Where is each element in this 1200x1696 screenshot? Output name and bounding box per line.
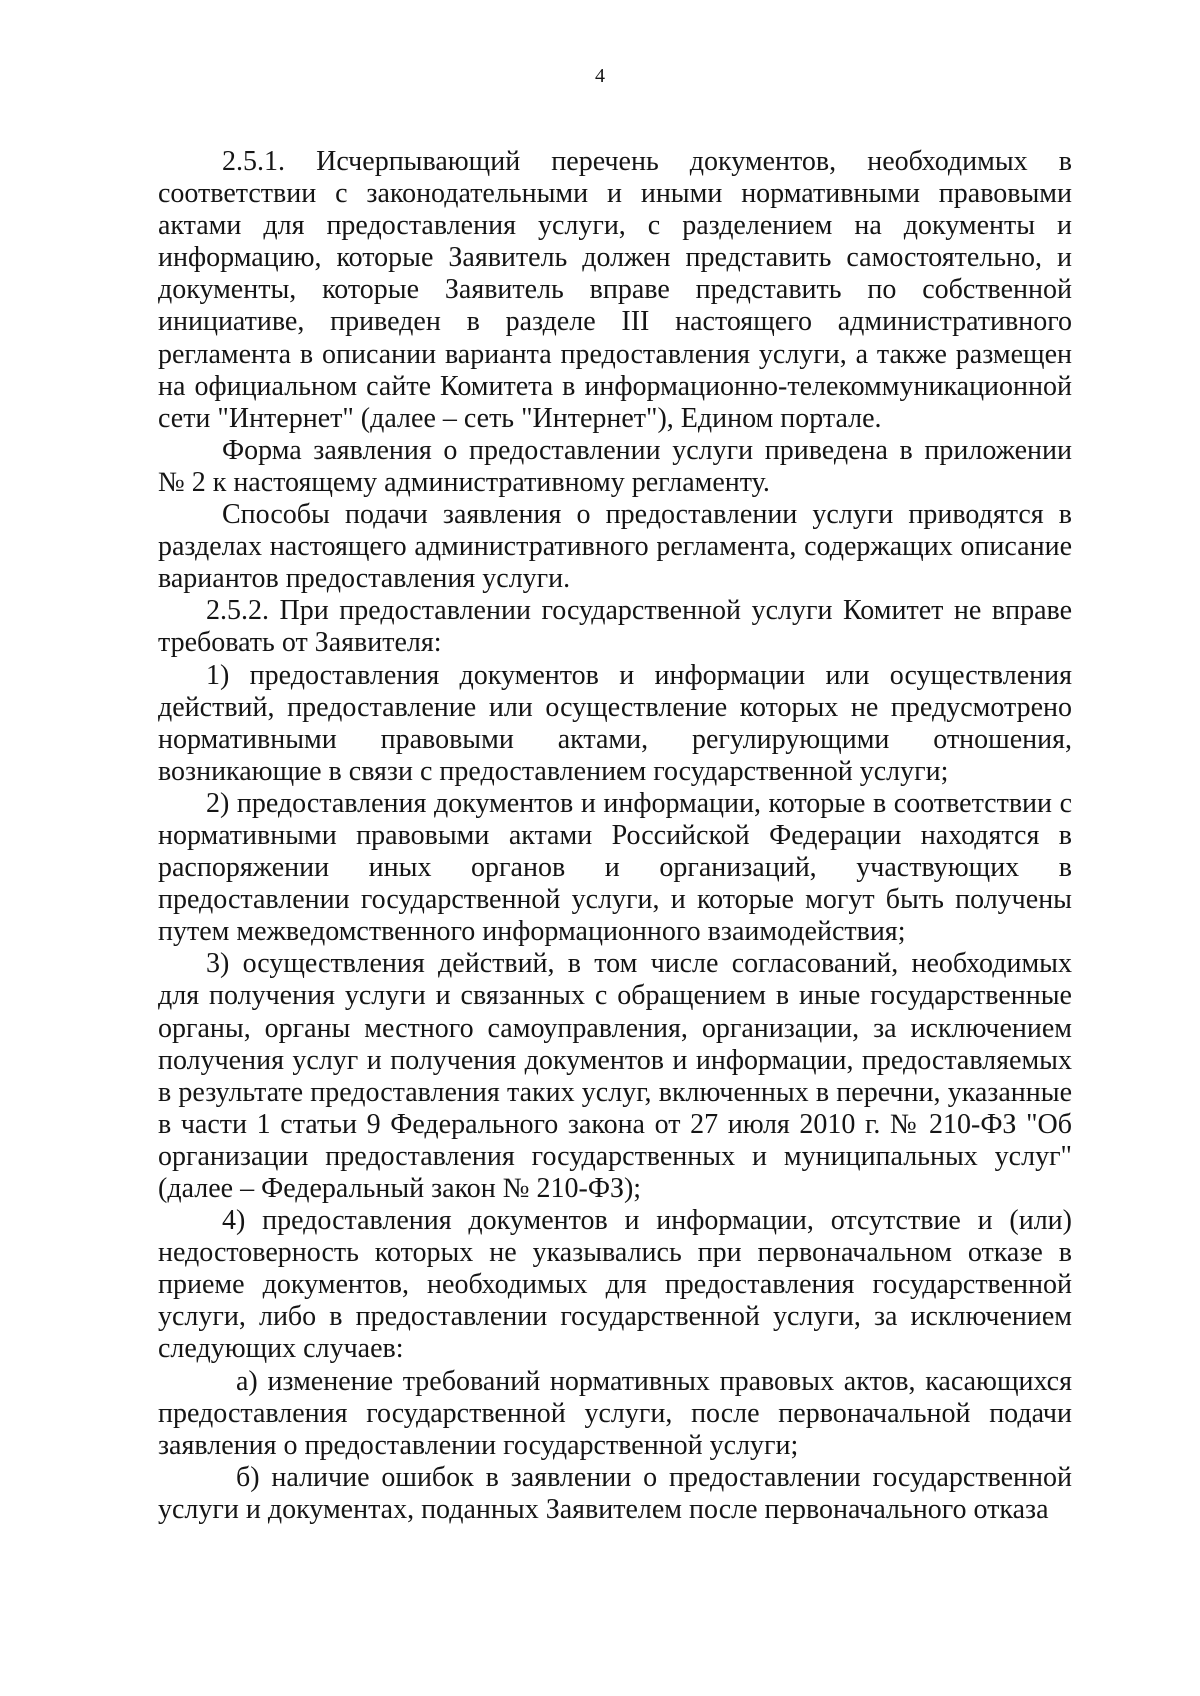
paragraph-2-5-1: 2.5.1. Исчерпывающий перечень документов, необходимых в соответствии с законодательными и иными нормативными правовыми актами для предоставления услуги, с разделением на документы и информацию, которые Заявитель должен представить самостоятельно, и документы, которые Заявитель вправе представить по собственной инициативе, приведен в разделе III настоящего административного регламента в описании варианта предоставления услуги, а также размещен на официальном сайте Комитета в информационно-телекоммуникационной сети "Интернет" (далее – сеть "Интернет"), Едином портале. <box>158 146 1072 434</box>
sub-item-b: б) наличие ошибок в заявлении о предоставлении государственной услуги и документах, поданных Заявителем после первоначального отказа <box>158 1461 1072 1525</box>
list-item-3: 3) осуществления действий, в том числе согласований, необходимых для получения услуги и связанных с обращением в иные государственные органы, органы местного самоуправления, организации, за исключением получения услуг и получения документов и информации, предоставляемых в результате предоставления таких услуг, включенных в перечни, указанные в части 1 статьи 9 Федерального закона от 27 июля 2010 г. № 210-ФЗ "Об организации предоставления государственных и муниципальных услуг" (далее – Федеральный закон № 210-ФЗ); <box>158 948 1072 1204</box>
list-item-1: 1) предоставления документов и информации или осуществления действий, предоставление или осуществление которых не предусмотрено нормативными правовыми актами, регулирующими отношения, возникающие в связи с предоставлением государственной услуги; <box>158 659 1072 787</box>
list-item-2: 2) предоставления документов и информации, которые в соответствии с нормативными правовыми актами Российской Федерации находятся в распоряжении иных органов и организаций, участвующих в предоставлении государственной услуги, и которые могут быть получены путем межведомственного информационного взаимодействия; <box>158 787 1072 948</box>
page-number: 4 <box>595 65 605 87</box>
document-body <box>158 146 1072 1526</box>
paragraph-submission-methods: Способы подачи заявления о предоставлении услуги приводятся в разделах настоящего административного регламента, содержащих описание вариантов предоставления услуги. <box>158 499 1072 595</box>
list-item-4: 4) предоставления документов и информации, отсутствие и (или) недостоверность которых не указывались при первоначальном отказе в приеме документов, необходимых для предоставления государственной услуги, либо в предоставлении государственной услуги, за исключением следующих случаев: <box>158 1205 1072 1365</box>
paragraph-2-5-2: 2.5.2. При предоставлении государственной услуги Комитет не вправе требовать от Заявителя: <box>158 595 1072 659</box>
sub-item-a: а) изменение требований нормативных правовых актов, касающихся предоставления государственной услуги, после первоначальной подачи заявления о предоставлении государственной услуги; <box>158 1365 1072 1461</box>
paragraph-application-form: Форма заявления о предоставлении услуги приведена в приложении № 2 к настоящему административному регламенту. <box>158 434 1072 498</box>
